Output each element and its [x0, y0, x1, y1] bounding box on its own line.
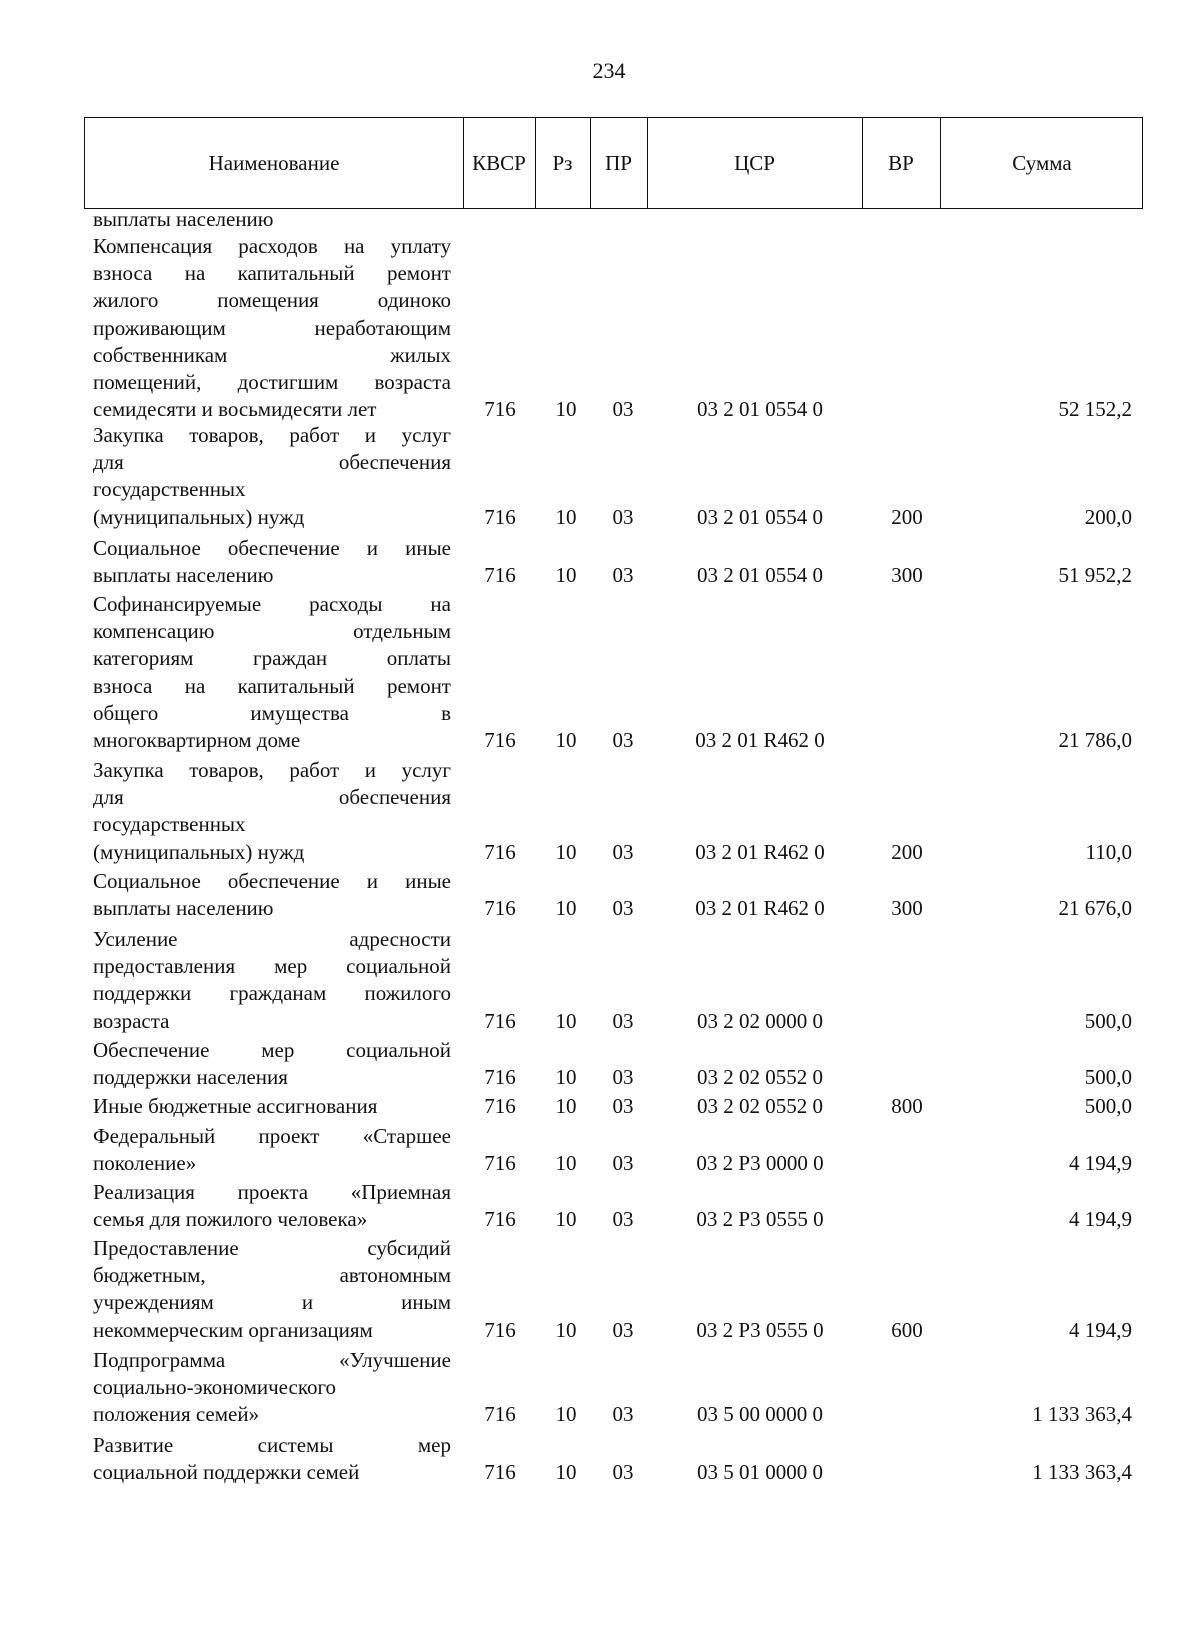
row-name-line: Федеральный проект «Старшее	[93, 1124, 451, 1148]
cell-kvsr: 716	[484, 896, 516, 921]
row-name-line: поколение»	[93, 1151, 197, 1176]
row-name-line: помещений, достигшим возраста	[93, 370, 451, 394]
cell-vr: 200	[891, 839, 923, 864]
cell-sum: 500,0	[1084, 1008, 1132, 1033]
header-csr: ЦСР	[734, 150, 775, 175]
cell-kvsr: 716	[484, 504, 516, 529]
cell-kvsr: 716	[484, 1317, 516, 1342]
cell-pr: 03	[612, 728, 634, 752]
cell-csr: 03 5 00 0000 0	[697, 1402, 823, 1427]
header-pr: ПР	[605, 150, 632, 175]
cell-sum: 21 676,0	[1058, 896, 1132, 921]
cell-kvsr: 716	[484, 1402, 516, 1427]
cell-rz: 10	[555, 504, 577, 529]
row-name-line: собственникам жилых	[93, 342, 451, 367]
cell-rz: 10	[555, 563, 577, 588]
row-name-line: жилого помещения одиноко	[93, 288, 451, 313]
cell-kvsr: 716	[484, 1460, 516, 1485]
row-name-line: для обеспечения	[93, 450, 451, 475]
row-name-line: Социальное обеспечение и иные	[93, 869, 451, 893]
cell-vr: 600	[891, 1317, 923, 1342]
cell-kvsr: 716	[484, 1151, 516, 1176]
row-name-line: (муниципальных) нужд	[93, 504, 305, 529]
row-name-line: Развитие системы мер	[93, 1433, 451, 1457]
row-name-line: социально-экономического	[93, 1375, 337, 1400]
row-name-line: семидесяти и восьмидесяти лет	[93, 397, 377, 422]
cell-csr: 03 2 02 0000 0	[697, 1008, 823, 1033]
row-name-line: многоквартирном доме	[93, 728, 301, 752]
row-name-line: общего имущества в	[93, 700, 451, 725]
row-name-line: государственных	[93, 812, 246, 837]
cell-pr: 03	[612, 504, 634, 529]
cell-sum: 52 152,2	[1058, 397, 1132, 422]
cell-sum: 110,0	[1085, 839, 1132, 864]
cell-pr: 03	[612, 1207, 634, 1232]
cell-sum: 500,0	[1084, 1065, 1132, 1090]
row-name-line: Софинансируемые расходы на	[93, 592, 451, 616]
row-name-line: взноса на капитальный ремонт	[93, 673, 451, 698]
cell-vr: 300	[891, 896, 923, 921]
row-name-line: положения семей»	[93, 1402, 260, 1427]
row-name-line: семья для пожилого человека»	[93, 1207, 368, 1232]
cell-pr: 03	[612, 1460, 634, 1485]
cell-csr: 03 2 P3 0000 0	[696, 1151, 824, 1176]
cell-kvsr: 716	[484, 728, 516, 752]
cell-vr: 200	[891, 504, 923, 529]
cell-csr: 03 2 02 0552 0	[697, 1094, 823, 1118]
cell-rz: 10	[555, 1207, 577, 1232]
cell-pr: 03	[612, 1317, 634, 1342]
row-name-line: компенсацию отдельным	[93, 619, 451, 644]
cell-pr: 03	[612, 1065, 634, 1090]
cell-sum: 4 194,9	[1069, 1151, 1132, 1176]
row-name-line: предоставления мер социальной	[93, 954, 451, 979]
cell-rz: 10	[555, 1065, 577, 1090]
row-name-line: Иные бюджетные ассигнования	[93, 1094, 378, 1118]
cell-pr: 03	[612, 563, 634, 588]
cell-pr: 03	[612, 1151, 634, 1176]
cell-csr: 03 2 01 0554 0	[697, 504, 823, 529]
row-name-line: Компенсация расходов на уплату	[93, 234, 451, 258]
row-name-line: взноса на капитальный ремонт	[93, 261, 451, 286]
row-name-line: социальной поддержки семей	[93, 1460, 360, 1485]
row-name-line: выплаты населению	[93, 207, 274, 231]
row-name-line: некоммерческим организациям	[93, 1317, 373, 1342]
cell-sum: 200,0	[1084, 504, 1132, 529]
cell-kvsr: 716	[484, 563, 516, 588]
row-name-line: Подпрограмма «Улучшение	[93, 1348, 451, 1372]
header-name: Наименование	[208, 150, 340, 175]
header-kvsr: КВСР	[472, 150, 526, 175]
row-name-line: Обеспечение мер социальной	[93, 1038, 451, 1062]
cell-pr: 03	[612, 1008, 634, 1033]
row-name-line: поддержки населения	[93, 1065, 288, 1090]
row-name-line: поддержки гражданам пожилого	[93, 981, 451, 1006]
cell-kvsr: 716	[484, 397, 516, 422]
cell-vr: 800	[891, 1094, 923, 1118]
cell-rz: 10	[555, 1402, 577, 1427]
row-name-line: Реализация проекта «Приемная	[93, 1180, 451, 1204]
header-vr: ВР	[888, 150, 914, 175]
cell-csr: 03 2 01 R462 0	[695, 728, 825, 752]
cell-kvsr: 716	[484, 1008, 516, 1033]
cell-kvsr: 716	[484, 839, 516, 864]
cell-rz: 10	[555, 1317, 577, 1342]
cell-sum: 4 194,9	[1069, 1207, 1132, 1232]
cell-sum: 4 194,9	[1069, 1317, 1132, 1342]
cell-kvsr: 716	[484, 1094, 516, 1118]
row-name-line: для обеспечения	[93, 785, 451, 810]
page-number: 234	[592, 58, 626, 83]
cell-rz: 10	[555, 397, 577, 422]
header-rz: Рз	[552, 150, 573, 175]
cell-sum: 21 786,0	[1058, 728, 1132, 752]
cell-csr: 03 2 P3 0555 0	[696, 1317, 824, 1342]
row-name-line: выплаты населению	[93, 563, 274, 588]
row-name-line: Закупка товаров, работ и услуг	[93, 758, 451, 782]
cell-pr: 03	[612, 1402, 634, 1427]
row-name-line: государственных	[93, 477, 246, 502]
cell-csr: 03 5 01 0000 0	[697, 1460, 823, 1485]
cell-kvsr: 716	[484, 1065, 516, 1090]
row-name-line: бюджетным, автономным	[93, 1263, 451, 1288]
cell-kvsr: 716	[484, 1207, 516, 1232]
row-name-line: категориям граждан оплаты	[93, 646, 451, 671]
cell-sum: 51 952,2	[1058, 563, 1132, 588]
cell-rz: 10	[555, 896, 577, 921]
row-name-line: выплаты населению	[93, 896, 274, 921]
row-name-line: учреждениям и иным	[93, 1290, 451, 1315]
cell-csr: 03 2 01 0554 0	[697, 563, 823, 588]
row-name-line: (муниципальных) нужд	[93, 839, 305, 864]
row-name-line: возраста	[93, 1008, 170, 1033]
cell-sum: 1 133 363,4	[1032, 1402, 1132, 1427]
cell-rz: 10	[555, 728, 577, 752]
cell-rz: 10	[555, 1151, 577, 1176]
cell-pr: 03	[612, 397, 634, 422]
cell-csr: 03 2 02 0552 0	[697, 1065, 823, 1090]
cell-sum: 1 133 363,4	[1032, 1460, 1132, 1485]
cell-csr: 03 2 01 R462 0	[695, 896, 825, 921]
cell-rz: 10	[555, 839, 577, 864]
cell-rz: 10	[555, 1008, 577, 1033]
cell-pr: 03	[612, 839, 634, 864]
cell-rz: 10	[555, 1460, 577, 1485]
table-header	[84, 117, 1143, 209]
cell-rz: 10	[555, 1094, 577, 1118]
cell-pr: 03	[612, 896, 634, 921]
cell-pr: 03	[612, 1094, 634, 1118]
cell-csr: 03 2 P3 0555 0	[696, 1207, 824, 1232]
row-name-line: Социальное обеспечение и иные	[93, 536, 451, 560]
cell-sum: 500,0	[1084, 1094, 1132, 1118]
row-name-line: Закупка товаров, работ и услуг	[93, 423, 451, 447]
row-name-line: проживающим неработающим	[93, 315, 451, 340]
cell-csr: 03 2 01 R462 0	[695, 839, 825, 864]
cell-csr: 03 2 01 0554 0	[697, 397, 823, 422]
cell-vr: 300	[891, 563, 923, 588]
row-name-line: Предоставление субсидий	[93, 1236, 451, 1260]
row-name-line: Усиление адресности	[93, 927, 451, 951]
header-sum: Сумма	[1012, 150, 1072, 175]
